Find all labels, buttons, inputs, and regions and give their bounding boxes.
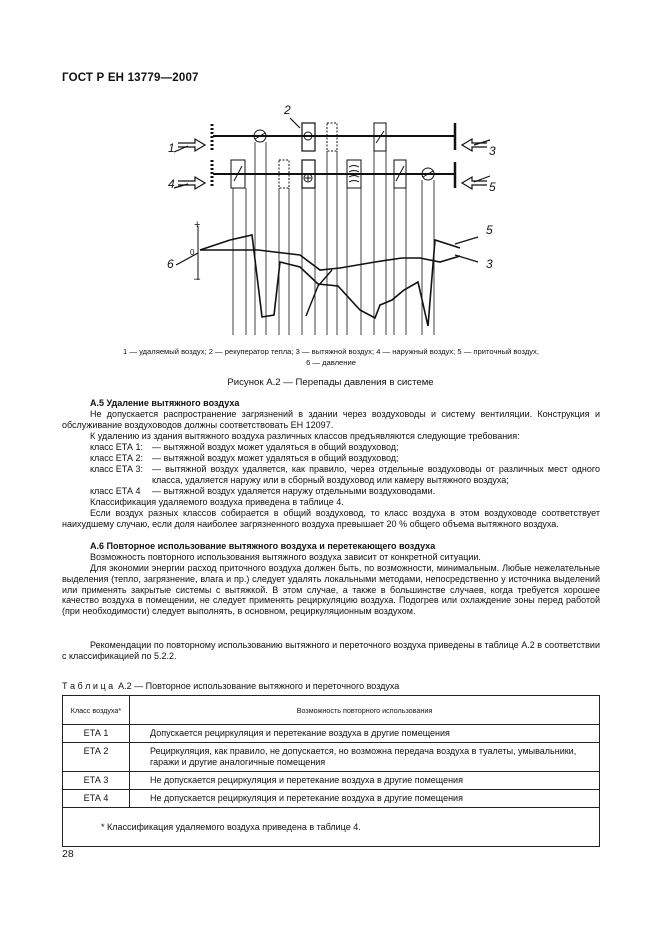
section-a6-p1: Возможность повторного использования вытяжного воздуха зависит от конкретной ситуации. [90,552,481,562]
label-3: 3 [489,144,496,158]
table-header-class: Класс воздуха* [63,696,130,725]
figure-caption: Рисунок А.2 — Перепады давления в системе [227,377,434,388]
page-number: 28 [62,848,74,860]
table-header-possibility: Возможность повторного использования [130,696,600,725]
pressure-diagram [0,0,661,345]
reuse-table [62,695,600,847]
section-a6-p2: Для экономии энергии расход приточного воздуха должен быть, по возможности, минимальным. Любые нежелательные выделения (тепло, загрязнение, влага и пр.) следует удалять локальными методами, непосредственно у источника выделений или применять закрытые системы с вытяжкой. В этом случае, а также в большинстве случаев, когда требуется хорошее качество воздуха в помещении, не следует применять рециркуляцию воздуха. Подогрев или охлаждение зоны перед работой (при необходимости) следует выполнять, в основном, рециркуляционным воздухом. [62,563,600,617]
section-a6-p3: Рекомендации по повторному использованию вытяжного и переточного воздуха приведены в таблице А.2 в соответствии с классификацией по 5.2.2. [62,640,600,661]
label-5: 5 [489,180,496,194]
plus-sign: + [194,219,201,231]
minus-sign: – [194,273,201,285]
table-row: ЕТА 1 Допускается рециркуляция и перетекание воздуха в другие помещения [63,725,600,743]
figure-legend: 1 — удаляемый воздух; 2 — рекуператор тепла; 3 — вытяжной воздух; 4 — наружный воздух; 5 — приточный воздух, 6 — давление [123,347,539,367]
label-5-curve: 5 [486,223,493,237]
section-a5-heading: А.5 Удаление вытяжного воздуха [90,398,240,408]
class-row: класс ЕТА 1: — вытяжной воздух может удаляться в общий воздуховод; [90,442,399,452]
table-title: Т а б л и ц а А.2 — Повторное использование вытяжного и переточного воздуха [62,681,400,691]
table-row: ЕТА 2 Рециркуляция, как правило, не допускается, но возможна передача воздуха в туалеты, умывальники, гаражи и другие аналогичные помещения [63,743,600,772]
section-a5-p4: Если воздух разных классов собирается в общий воздуховод, то класс воздуха в этом воздуховоде соответствует наихудшему случаю, если доля наиболее загрязненного воздуха превышает 20 % общего объема вытяжного воздуха. [62,508,600,529]
class-row: класс ЕТА 3: — вытяжной воздух удаляется, как правило, через отдельные воздуховоды от различных мест одного класса, удаляется наружу или в сборный воздуховод или камеру вытяжного воздуха; [90,464,600,485]
label-4: 4 [168,177,175,191]
document-header: ГОСТ Р ЕН 13779—2007 [62,72,199,84]
pressure-curve-5 [200,235,460,326]
section-a5-p3: Классификация удаляемого воздуха приведена в таблице 4. [90,497,344,507]
label-3-curve: 3 [486,257,493,271]
zero-sign: 0 [190,248,195,257]
class-row: класс ЕТА 2: — вытяжной воздух может удаляться в общий воздуховод; [90,453,399,463]
section-a5-p2: К удалению из здания вытяжного воздуха различных классов предъявляются следующие требования: [90,431,520,441]
label-1: 1 [168,141,175,155]
table-note: * Классификация удаляемого воздуха приведена в таблице 4. [63,808,600,847]
table-row: ЕТА 3 Не допускается рециркуляция и перетекание воздуха в другие помещения [63,772,600,790]
pressure-curve-3 [200,250,460,270]
class-row: класс ЕТА 4 — вытяжной воздух удаляется наружу отдельными воздуховодами. [90,486,436,496]
section-a6-heading: А.6 Повторное использование вытяжного воздуха и перетекающего воздуха [90,541,436,551]
label-6: 6 [167,257,174,271]
section-a5-p1: Не допускается распространение загрязнений в здании через воздуховоды и систему вентиляции. Конструкция и обслуживание воздуховодов должны соответствовать ЕН 12097. [62,409,600,430]
label-2: 2 [284,103,291,117]
table-row: ЕТА 4 Не допускается рециркуляция и перетекание воздуха в другие помещения [63,790,600,808]
